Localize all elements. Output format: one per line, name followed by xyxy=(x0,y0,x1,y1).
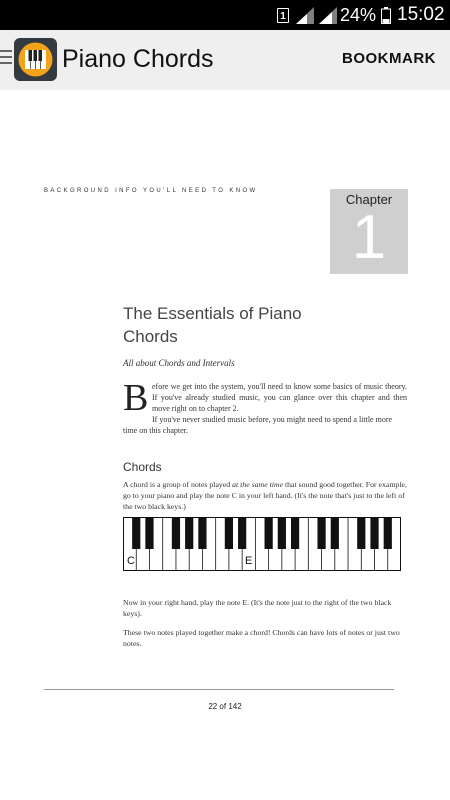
black-key xyxy=(278,517,286,549)
signal-icon xyxy=(319,7,337,24)
menu-icon[interactable] xyxy=(0,50,12,68)
page-title: The Essentials of Piano Chords xyxy=(123,304,302,346)
black-key xyxy=(384,517,392,549)
drop-cap: B xyxy=(123,377,149,419)
chords-paragraph-part-2: that sound good together. For example, go to your piano and play the note C in your left hand. (It's the note that's just to the left of the two black keys.) xyxy=(123,480,407,511)
black-key xyxy=(132,517,140,549)
chapter-box xyxy=(330,189,408,274)
page-number: 22 of 142 xyxy=(208,702,242,711)
black-key xyxy=(357,517,365,549)
black-key xyxy=(331,517,339,549)
app-title: Piano Chords xyxy=(62,45,214,73)
paragraph-3: These two notes played together make a chord! Chords can have lots of notes or just two notes. xyxy=(123,628,400,648)
chords-paragraph-part-1: A chord is a group of notes played xyxy=(123,480,231,489)
black-key xyxy=(317,517,325,549)
piano-keyboard-illustration xyxy=(123,517,401,571)
black-key xyxy=(225,517,233,549)
footer-divider xyxy=(44,689,394,690)
sim-icon: 1 xyxy=(277,8,289,23)
black-key xyxy=(198,517,206,549)
black-key xyxy=(238,517,246,549)
intro-paragraph-rest: If you've never studied music before, you might need to spend a little more time on this chapter. xyxy=(123,415,393,435)
chapter-label: Chapter xyxy=(345,192,393,207)
clock: 15:02 xyxy=(397,4,445,25)
black-key xyxy=(291,517,299,549)
section-header: BACKGROUND INFO YOU'LL NEED TO KNOW xyxy=(44,188,258,194)
black-key xyxy=(185,517,193,549)
battery-percent: 24% xyxy=(340,5,377,25)
key-label-e: E xyxy=(245,555,253,567)
chords-paragraph xyxy=(123,479,407,512)
intro-paragraph-continued xyxy=(123,414,407,436)
chapter-number: 1 xyxy=(351,203,387,272)
chords-heading: Chords xyxy=(123,460,162,474)
paragraph-2: Now in your right hand, play the note E. (It's the note just to the right of the two black keys). xyxy=(123,598,392,618)
key-label-c: C xyxy=(127,555,135,567)
bookmark-button[interactable]: BOOKMARK xyxy=(342,50,436,67)
intro-paragraph: efore we get into the system, you'll need to know some basics of music theory. If you've already studied music, you can glance over this chapter and then move right on to chapter 2. xyxy=(152,382,407,413)
signal-icon xyxy=(296,7,314,24)
black-key xyxy=(265,517,273,549)
black-key xyxy=(370,517,378,549)
status-bar xyxy=(0,0,450,30)
black-key xyxy=(172,517,180,549)
black-key xyxy=(145,517,153,549)
chords-paragraph-emphasis: at the same time xyxy=(232,480,284,489)
app-logo-icon[interactable] xyxy=(14,38,57,81)
battery-icon xyxy=(381,7,391,24)
document-page[interactable] xyxy=(0,90,450,800)
app-bar xyxy=(0,30,450,90)
page-subtitle: All about Chords and Intervals xyxy=(123,358,235,368)
